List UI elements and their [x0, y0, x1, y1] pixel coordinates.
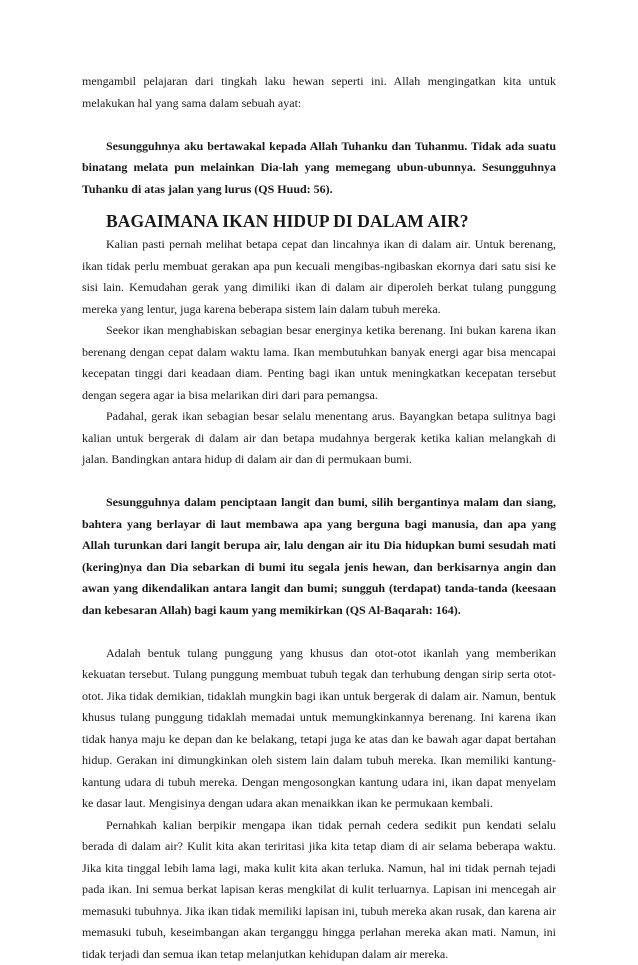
section-heading: BAGAIMANA IKAN HIDUP DI DALAM AIR? [106, 210, 556, 232]
paragraph-1: Kalian pasti pernah melihat betapa cepat dan lincahnya ikan di dalam air. Untuk berenang, ikan tidak perlu membuat gerakan apa pun kecuali mengibas-ngibaskan ekornya dari satu sisi ke sisi lain. Kemudahan gerak yang dimiliki ikan di dalam air diperoleh berkat tulang punggung mereka yang lentur, juga karena beberapa sistem lain dalam tubuh mereka. [82, 234, 556, 320]
paragraph-4: Adalah bentuk tulang punggung yang khusus dan otot-otot ikanlah yang memberikan kekuatan tersebut. Tulang punggung membuat tubuh tegak dan terhubung dengan sirip serta otot-otot. Jika tidak demikian, tidaklah mungkin bagi ikan untuk bergerak di dalam air. Namun, bentuk khusus tulang punggung tidaklah memadai untuk memungkinkannya berenang. Ini karena ikan tidak hanya maju ke depan dan ke belakang, tetapi juga ke atas dan ke bawah agar dapat bertahan hidup. Gerakan ini dimungkinkan oleh sistem lain dalam tubuh mereka. Ikan memiliki kantung-kantung udara di tubuh mereka. Dengan mengosongkan kantung udara ini, ikan dapat menyelam ke dasar laut. Mengisinya dengan udara akan menaikkan ikan ke permukaan kembali. [82, 643, 556, 815]
quote-huud: Sesungguhnya aku bertawakal kepada Allah Tuhanku dan Tuhanmu. Tidak ada suatu binatang melata pun melainkan Dia-lah yang memegang ubun-ubunnya. Sesungguhnya Tuhanku di atas jalan yang lurus (QS Huud: 56). [82, 136, 556, 201]
quote-baqarah: Sesungguhnya dalam penciptaan langit dan bumi, silih bergantinya malam dan siang, bahtera yang berlayar di laut membawa apa yang berguna bagi manusia, dan apa yang Allah turunkan dari langit berupa air, lalu dengan air itu Dia hidupkan bumi sesudah mati (kering)nya dan Dia sebarkan di bumi itu segala jenis hewan, dan berkisarnya angin dan awan yang dikendalikan antara langit dan bumi; sungguh (terdapat) tanda-tanda (keesaan dan kebesaran Allah) bagi kaum yang memikirkan (QS Al-Baqarah: 164). [82, 492, 556, 621]
paragraph-intro: mengambil pelajaran dari tingkah laku hewan seperti ini. Allah mengingatkan kita untuk melakukan hal yang sama dalam sebuah ayat: [82, 71, 556, 114]
paragraph-5: Pernahkah kalian berpikir mengapa ikan tidak pernah cedera sedikit pun kendati selalu berada di dalam air? Kulit kita akan teriritasi jika kita tetap diam di air selama beberapa waktu. Jika kita tinggal lebih lama lagi, maka kulit kita akan terluka. Namun, hal ini tidak pernah tejadi pada ikan. Ini semua berkat lapisan keras mengkilat di kulit terluarnya. Lapisan ini mencegah air memasuki tubuhnya. Jika ikan tidak memiliki lapisan ini, tubuh mereka akan rusak, dan karena air memasuki tubuh, keseimbangan akan terganggu hingga perlahan mereka akan mati. Namun, ini tidak terjadi dan semua ikan tetap melanjutkan kehidupan dalam air mereka. [82, 815, 556, 965]
paragraph-3: Padahal, gerak ikan sebagian besar selalu menentang arus. Bayangkan betapa sulitnya bagi kalian untuk bergerak di dalam air dan betapa mudahnya bergerak ketika kalian melangkah di jalan. Bandingkan antara hidup di dalam air dan di permukaan bumi. [82, 406, 556, 471]
paragraph-2: Seekor ikan menghabiskan sebagian besar energinya ketika berenang. Ini bukan karena ikan berenang dengan cepat dalam waktu lama. Ikan membutuhkan banyak energi agar bisa mencapai kecepatan tinggi dari keadaan diam. Penting bagi ikan untuk meningkatkan kecepatan tersebut dengan segera agar ia bisa melarikan diri dari para pemangsa. [82, 320, 556, 406]
